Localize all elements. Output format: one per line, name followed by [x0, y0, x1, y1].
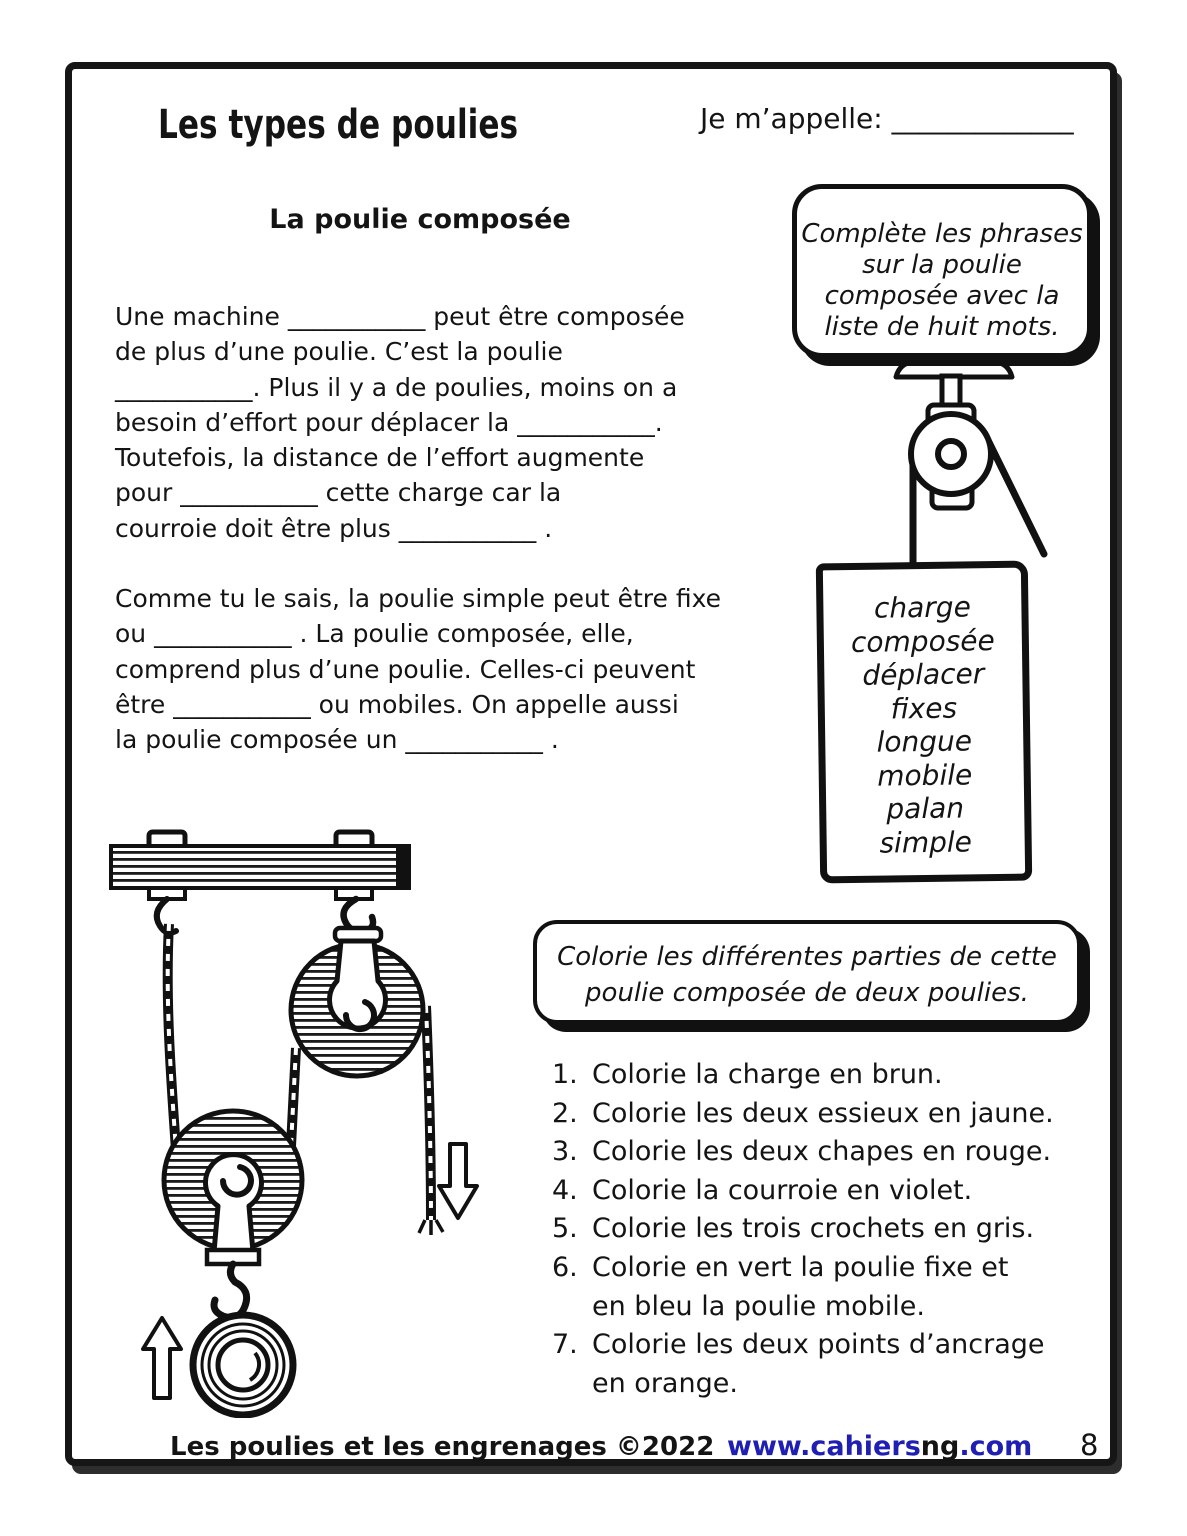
fixed-pulley: [291, 928, 423, 1076]
paragraph-line: ou ___________ . La poulie composée, elle,: [115, 619, 634, 649]
wood-beam: [111, 832, 409, 899]
task-number: 1.: [552, 1059, 578, 1090]
bubble-line: Complète les phrases: [801, 219, 1083, 249]
paragraph-line: comprend plus d’une poulie. Celles-ci peuvent: [115, 654, 696, 684]
pulley-axle: [938, 441, 964, 467]
coloring-task-list: [552, 1056, 1054, 1403]
task-item: [552, 1056, 1054, 1095]
coloring-instruction-bubble: [533, 920, 1081, 1024]
task-number: 2.: [552, 1097, 578, 1129]
url-part: .com: [959, 1431, 1033, 1462]
url-part: ng: [920, 1431, 960, 1462]
task-number: 5.: [552, 1213, 578, 1245]
word-item: palan: [886, 791, 965, 826]
task-text: Colorie les deux chapes en rouge.: [592, 1136, 1052, 1168]
bubble-line: poulie composée de deux poulies.: [585, 978, 1029, 1008]
mobile-pulley: [164, 1111, 302, 1342]
fill-in-paragraph-1: [115, 299, 685, 546]
bubble-line: composée avec la: [824, 281, 1060, 311]
word-item: simple: [879, 824, 973, 860]
task-item: [552, 1326, 1054, 1403]
name-blank-line: _____________: [891, 102, 1074, 135]
task-item: [552, 1095, 1054, 1134]
fill-in-paragraph-2: [115, 581, 721, 757]
hook-bottom: [214, 1264, 247, 1318]
task-item: [552, 1210, 1054, 1249]
chape-fixed: [330, 941, 386, 1028]
paragraph-line: être ___________ ou mobiles. On appelle aussi: [115, 689, 679, 719]
down-arrow-icon: [439, 1144, 477, 1218]
page-title: Les types de poulies: [158, 102, 519, 148]
paragraph-line: Toutefois, la distance de l’effort augmente: [115, 443, 645, 473]
task-text: Colorie les trois crochets en gris.: [592, 1213, 1035, 1245]
up-arrow-icon: [143, 1318, 181, 1398]
paragraph-line: besoin d’effort pour déplacer la ___________.: [115, 407, 663, 437]
task-item: [552, 1133, 1054, 1172]
word-item: déplacer: [862, 657, 985, 692]
name-label: Je m’appelle:: [700, 102, 883, 135]
task-number: 6.: [552, 1251, 578, 1283]
bubble-line: Colorie les différentes parties de cette: [557, 942, 1057, 972]
word-item: mobile: [877, 757, 973, 793]
task-number: 3.: [552, 1136, 578, 1168]
word-item: fixes: [890, 691, 958, 725]
task-item: [552, 1249, 1054, 1326]
task-item: [552, 1172, 1054, 1211]
task-number: 4.: [552, 1174, 578, 1206]
paragraph-line: la poulie composée un ___________ .: [115, 725, 559, 755]
cartoon-pulley-icon: [880, 356, 1100, 596]
url-part: www.cahiers: [727, 1431, 921, 1462]
paragraph-line: ___________. Plus il y a de poulies, moins on a: [115, 372, 678, 402]
word-item: charge: [873, 590, 972, 625]
chape-mobile: [206, 1155, 262, 1252]
load-ring: [193, 1315, 293, 1415]
bubble-line: liste de huit mots.: [824, 312, 1060, 342]
instruction-bubble: [792, 184, 1092, 358]
bubble-line: sur la poulie: [862, 250, 1022, 280]
word-item: composée: [850, 623, 995, 659]
paragraph-line: courroie doit être plus ___________ .: [115, 513, 553, 543]
task-text: Colorie les deux essieux en jaune.: [592, 1097, 1054, 1129]
page-number: 8: [1080, 1428, 1099, 1462]
word-list-box: [816, 561, 1032, 884]
section-subtitle: La poulie composée: [269, 204, 571, 235]
task-text: Colorie la courroie en violet.: [592, 1174, 973, 1206]
task-number: 7.: [552, 1329, 578, 1361]
task-text: en orange.: [592, 1367, 738, 1399]
paragraph-line: de plus d’une poulie. C’est la poulie: [115, 337, 563, 367]
paragraph-line: Une machine ___________ peut être composée: [115, 302, 685, 331]
name-row: [700, 102, 1074, 135]
task-text: Colorie la charge en brun.: [592, 1059, 943, 1090]
compound-pulley-illustration: [95, 828, 515, 1418]
task-text: en bleu la poulie mobile.: [592, 1290, 926, 1322]
task-text: Colorie les deux points d’ancrage: [592, 1329, 1045, 1361]
paragraph-line: pour ___________ cette charge car la: [115, 478, 562, 508]
paragraph-line: Comme tu le sais, la poulie simple peut être fixe: [115, 584, 722, 613]
footer-title: Les poulies et les engrenages ©2022: [170, 1432, 715, 1462]
footer-website-link: [727, 1431, 1032, 1462]
word-item: longue: [876, 724, 973, 759]
task-text: Colorie en vert la poulie fixe et: [592, 1251, 1009, 1283]
